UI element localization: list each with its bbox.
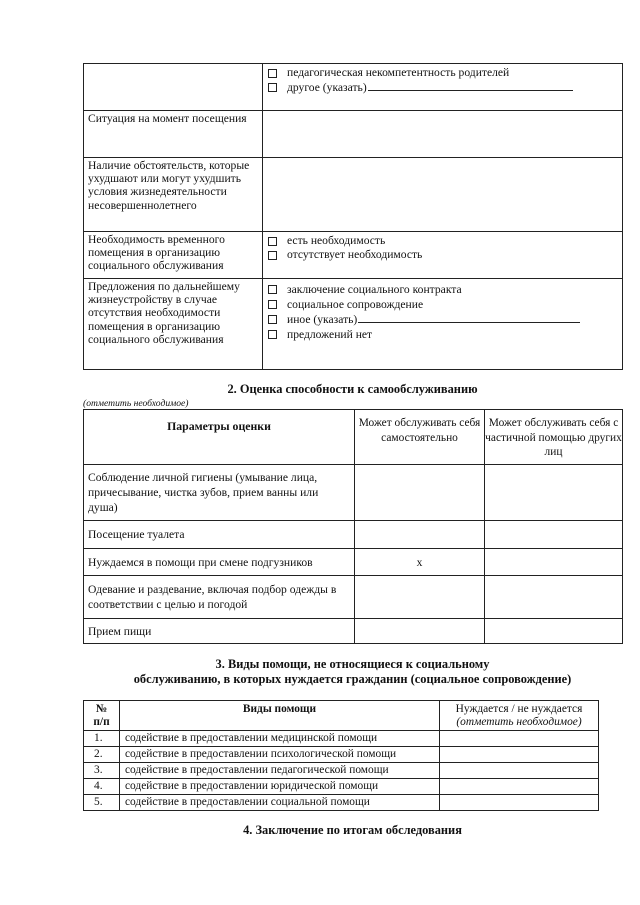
option-label: иное (указать) — [287, 313, 358, 326]
option-label: отсутствует необходимость — [287, 248, 423, 262]
table-row — [84, 232, 623, 279]
row-label: Ситуация на момент посещения — [84, 111, 263, 158]
row-label: Необходимость временного помещения в организацию социального обслуживания — [84, 232, 263, 279]
option[interactable] — [287, 234, 616, 248]
mark-cell[interactable] — [485, 549, 623, 576]
param-cell: Одевание и раздевание, включая подбор одежды в соответствии с целью и погодой — [84, 576, 355, 619]
mark-cell[interactable] — [485, 521, 623, 549]
column-header — [84, 701, 120, 731]
num-header-line: п/п — [93, 715, 110, 728]
column-header — [440, 701, 599, 731]
checkbox[interactable] — [268, 251, 277, 260]
param-cell: Прием пищи — [84, 619, 355, 644]
value-cell[interactable] — [263, 111, 623, 158]
need-header-line: Нуждается / не нуждается — [455, 703, 583, 715]
table-row — [84, 158, 623, 232]
need-cell[interactable] — [440, 779, 599, 795]
table-row — [84, 763, 599, 779]
need-header-note: (отметить необходимое) — [456, 715, 582, 728]
header-row — [84, 701, 599, 731]
table-row — [84, 747, 599, 763]
option-label: другое (указать) — [287, 81, 367, 95]
section-heading: 4. Заключение по итогам обследования — [243, 823, 462, 837]
need-cell[interactable] — [440, 747, 599, 763]
options-cell — [263, 279, 623, 370]
column-header: Параметры оценки — [84, 410, 355, 465]
option-label: педагогическая некомпетентность родителей — [287, 66, 510, 79]
column-header: Может обслуживать себя с частичной помощью других лиц — [485, 410, 623, 465]
param-cell: Нуждаемся в помощи при смене подгузников — [84, 549, 355, 576]
mark-cell[interactable] — [355, 465, 485, 521]
fill-in-line[interactable] — [368, 80, 573, 91]
assistance-kind: содействие в предоставлении психологической помощи — [120, 747, 440, 763]
option[interactable] — [287, 66, 616, 80]
table-row — [84, 465, 623, 521]
mark-cell[interactable] — [355, 521, 485, 549]
column-header: Может обслуживать себя самостоятельно — [355, 410, 485, 465]
option[interactable] — [287, 312, 616, 327]
column-header: Виды помощи — [120, 701, 440, 731]
fill-in-line[interactable] — [358, 312, 580, 323]
param-cell: Посещение туалета — [84, 521, 355, 549]
header-row — [84, 410, 623, 465]
row-number: 4. — [84, 779, 120, 795]
need-cell[interactable] — [440, 763, 599, 779]
value-cell[interactable] — [263, 158, 623, 232]
table-row — [84, 64, 623, 111]
mark-cell[interactable] — [485, 465, 623, 521]
option[interactable] — [287, 297, 616, 312]
self-care-table — [83, 409, 623, 644]
need-cell[interactable] — [440, 731, 599, 747]
assessment-table — [83, 63, 623, 370]
checkbox[interactable] — [268, 315, 277, 324]
param-cell: Соблюдение личной гигиены (умывание лица, причесывание, чистка зубов, прием ванны или душа) — [84, 465, 355, 521]
checkbox[interactable] — [268, 237, 277, 246]
checkbox[interactable] — [268, 83, 277, 92]
assistance-kind: содействие в предоставлении педагогической помощи — [120, 763, 440, 779]
section-heading: обслуживанию, в которых нуждается гражданин (социальное сопровождение) — [133, 672, 572, 686]
table-row — [84, 521, 623, 549]
assistance-kind: содействие в предоставлении юридической помощи — [120, 779, 440, 795]
checkbox[interactable] — [268, 285, 277, 294]
option-label: заключение социального контракта — [287, 283, 462, 296]
table-row — [84, 111, 623, 158]
option[interactable] — [287, 282, 616, 297]
hint-note: (отметить необходимое) — [83, 398, 189, 409]
assistance-kind: содействие в предоставлении социальной помощи — [120, 795, 440, 811]
mark-cell[interactable] — [485, 619, 623, 644]
row-number: 2. — [84, 747, 120, 763]
option[interactable] — [287, 327, 616, 342]
mark-cell[interactable] — [485, 576, 623, 619]
row-number: 5. — [84, 795, 120, 811]
option[interactable] — [287, 80, 616, 95]
mark-cell[interactable]: x — [355, 549, 485, 576]
mark-cell[interactable] — [355, 619, 485, 644]
row-label: Предложения по дальнейшему жизнеустройству в случае отсутствия необходимости помещения в организацию социального обслуживания — [84, 279, 263, 370]
table-row — [84, 549, 623, 576]
assistance-kind: содействие в предоставлении медицинской помощи — [120, 731, 440, 747]
option-label: социальное сопровождение — [287, 298, 424, 311]
need-cell[interactable] — [440, 795, 599, 811]
checkbox[interactable] — [268, 69, 277, 78]
checkbox[interactable] — [268, 300, 277, 309]
table-row — [84, 779, 599, 795]
option-label: предложений нет — [287, 328, 373, 341]
table-row — [84, 731, 599, 747]
option[interactable] — [287, 248, 616, 262]
section-heading: 3. Виды помощи, не относящиеся к социальному — [215, 657, 490, 671]
mark-cell[interactable] — [355, 576, 485, 619]
assistance-table — [83, 700, 599, 811]
section-heading: 2. Оценка способности к самообслуживанию — [227, 382, 478, 396]
table-row — [84, 279, 623, 370]
row-label: Наличие обстоятельств, которые ухудшают или могут ухудшить условия жизнедеятельности несовершеннолетнего — [84, 158, 263, 232]
table-row — [84, 795, 599, 811]
checkbox[interactable] — [268, 330, 277, 339]
table-row — [84, 619, 623, 644]
num-header-line: № — [95, 703, 108, 715]
row-number: 1. — [84, 731, 120, 747]
table-row — [84, 576, 623, 619]
row-number: 3. — [84, 763, 120, 779]
options-cell — [263, 232, 623, 279]
options-cell — [263, 64, 623, 111]
row-label — [84, 64, 263, 111]
option-label: есть необходимость — [287, 234, 386, 247]
